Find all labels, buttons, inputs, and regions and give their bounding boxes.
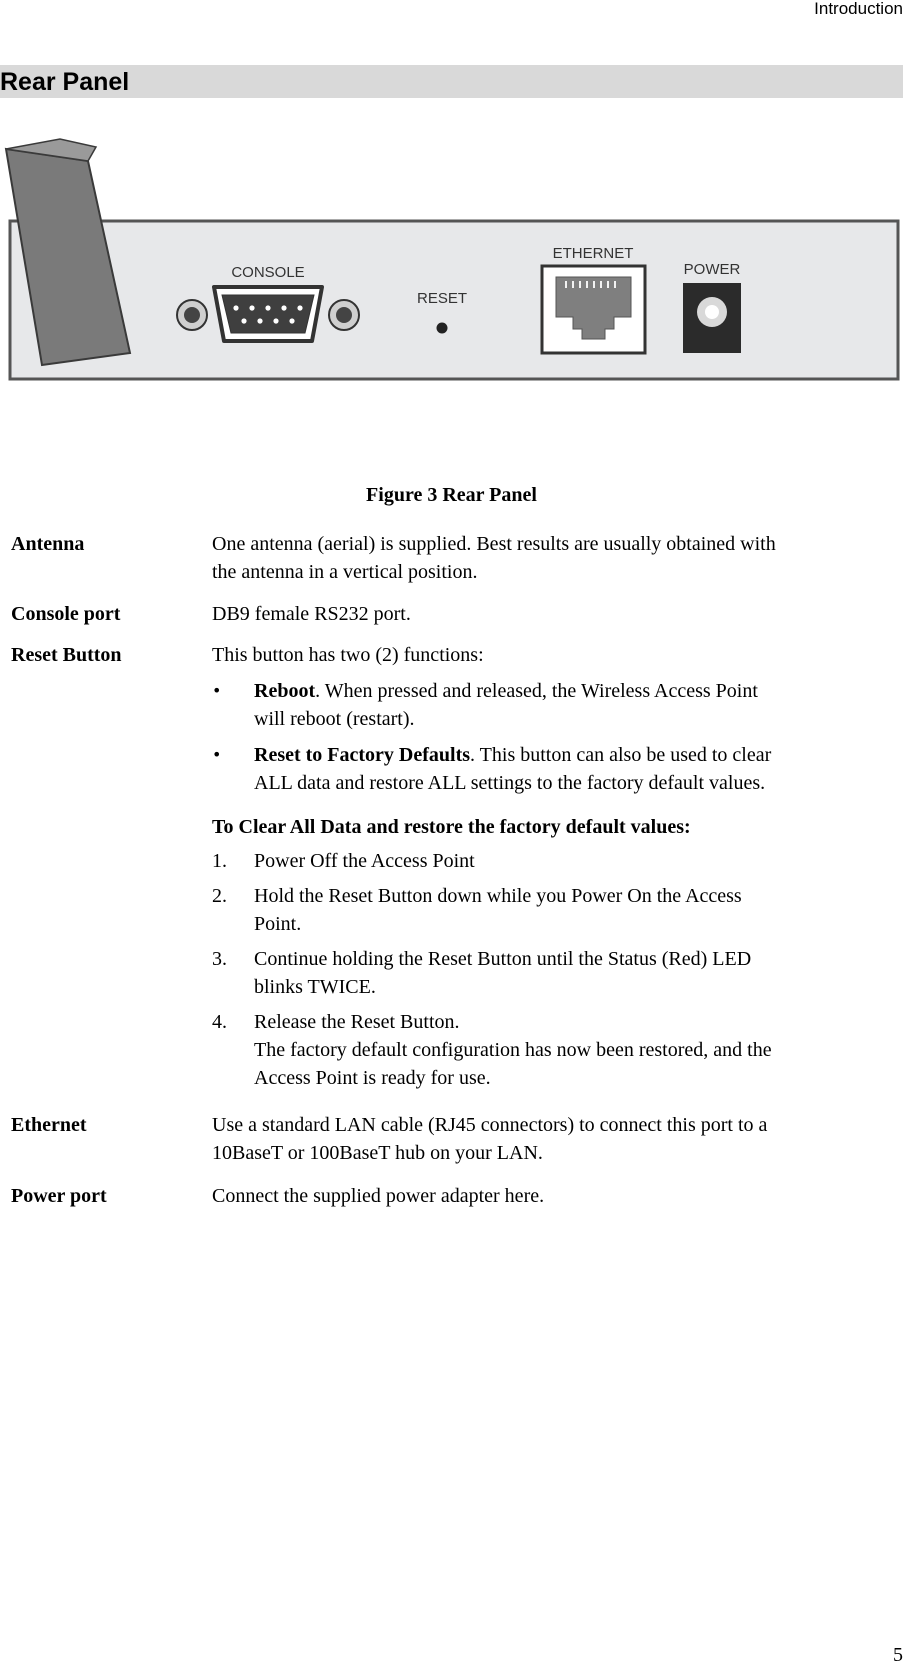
step-text: The factory default configuration has now been restored, and the xyxy=(254,1039,772,1061)
step-text: Hold the Reset Button down while you Power On the Access xyxy=(254,885,742,907)
step-number: 1. xyxy=(212,850,227,872)
rear-panel-illustration xyxy=(0,135,903,415)
figure-caption: Figure 3 Rear Panel xyxy=(366,484,537,506)
desc-line: One antenna (aerial) is supplied. Best results are usually obtained with xyxy=(212,533,776,555)
step-text: Power Off the Access Point xyxy=(254,850,475,872)
step-text: Release the Reset Button. xyxy=(254,1011,460,1033)
bullet-icon: • xyxy=(212,681,222,700)
step-number: 4. xyxy=(212,1011,227,1033)
list-item xyxy=(212,741,892,797)
term-console-port: Console port xyxy=(11,603,121,625)
term-power-port: Power port xyxy=(11,1185,107,1207)
step-text: Continue holding the Reset Button until the Status (Red) LED xyxy=(254,948,752,970)
bullet-title: Reset to Factory Defaults xyxy=(254,744,471,766)
page-number: 5 xyxy=(893,1644,903,1666)
rear-panel-figure xyxy=(0,135,903,415)
term-ethernet: Ethernet xyxy=(11,1114,87,1136)
procedure-title: To Clear All Data and restore the factory default values: xyxy=(212,816,691,838)
console-label: CONSOLE xyxy=(231,264,305,281)
desc-power-port: Connect the supplied power adapter here. xyxy=(212,1185,545,1207)
desc-line: the antenna in a vertical position. xyxy=(212,561,478,583)
step-text: blinks TWICE. xyxy=(254,976,376,998)
desc-console-port: DB9 female RS232 port. xyxy=(212,603,411,625)
step-number: 3. xyxy=(212,948,227,970)
desc-reset-button xyxy=(212,641,892,1092)
step-number: 2. xyxy=(212,885,227,907)
list-item xyxy=(212,945,892,1001)
list-item xyxy=(212,847,892,875)
bullet-text: . This button can also be used to clear xyxy=(470,744,772,766)
reset-intro: This button has two (2) functions: xyxy=(212,644,484,666)
section-title: Rear Panel xyxy=(0,68,130,96)
desc-line: 10BaseT or 100BaseT hub on your LAN. xyxy=(212,1142,543,1164)
power-jack-icon xyxy=(683,283,741,353)
term-antenna: Antenna xyxy=(11,533,85,555)
bullet-text: ALL data and restore ALL settings to the factory default values. xyxy=(254,772,766,794)
running-header: Introduction xyxy=(814,0,903,18)
step-text: Access Point is ready for use. xyxy=(254,1067,491,1089)
list-item xyxy=(212,1008,892,1092)
reset-hole-icon xyxy=(437,323,448,334)
step-text: Point. xyxy=(254,913,302,935)
bullet-icon: • xyxy=(212,745,222,764)
desc-ethernet xyxy=(212,1111,892,1167)
list-item xyxy=(212,882,892,938)
ethernet-label: ETHERNET xyxy=(552,245,634,262)
desc-antenna xyxy=(212,530,892,586)
bullet-text: . When pressed and released, the Wireless Access Point xyxy=(315,680,758,702)
power-label: POWER xyxy=(683,261,741,278)
ethernet-port-icon xyxy=(542,266,645,353)
bullet-text: will reboot (restart). xyxy=(254,708,415,730)
section-heading-bar xyxy=(0,65,903,98)
term-reset-button: Reset Button xyxy=(11,644,122,666)
bullet-title: Reboot xyxy=(254,680,316,702)
reset-label: RESET xyxy=(416,290,468,307)
list-item xyxy=(212,677,892,733)
desc-line: Use a standard LAN cable (RJ45 connectors) to connect this port to a xyxy=(212,1114,768,1136)
